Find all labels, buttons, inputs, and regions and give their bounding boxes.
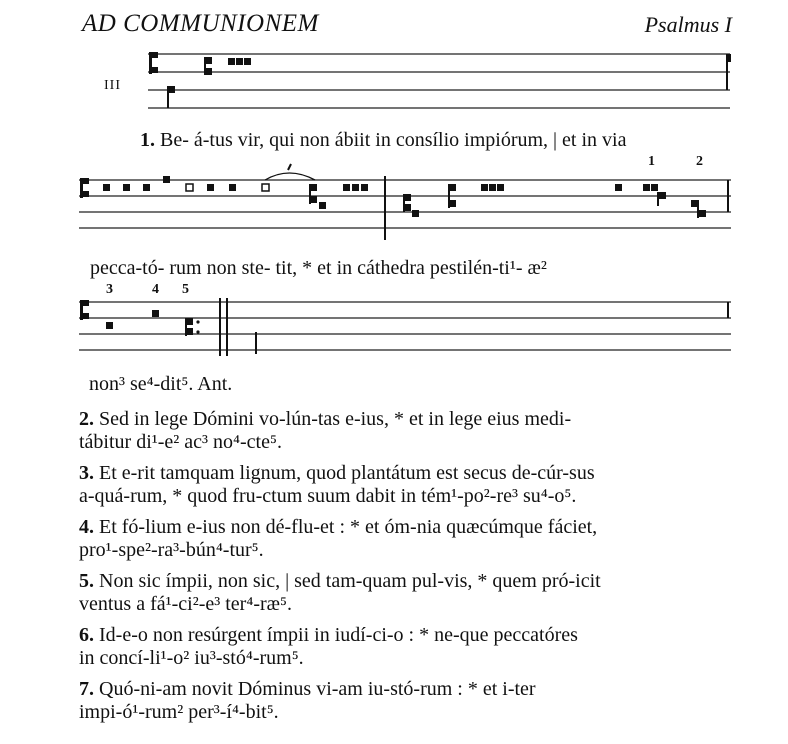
c-clef-icon	[80, 178, 89, 198]
verse-line: in concí-li¹-o² iu³-stó⁴-rum⁵.	[79, 647, 304, 669]
verse-line	[79, 516, 731, 539]
verse-line: tábitur di¹-e² ac³ no⁴-cte⁵.	[79, 431, 282, 453]
c-clef-icon	[149, 52, 158, 74]
verse-number: 3.	[79, 462, 94, 484]
verse-number: 6.	[79, 624, 94, 646]
staff-line-2	[79, 176, 733, 242]
cadence-mark: 3	[106, 282, 113, 297]
verse-line	[79, 678, 731, 701]
staff-line-3	[79, 298, 733, 360]
psalm-verses	[79, 408, 731, 732]
cadence-mark: 1	[648, 154, 655, 169]
cadence-mark: 4	[152, 282, 159, 297]
verse-line	[79, 408, 731, 431]
verse-number: 2.	[79, 408, 94, 430]
verse-4	[79, 516, 731, 562]
cadence-mark: 2	[696, 154, 703, 169]
verse-number: 4.	[79, 516, 94, 538]
verse-3	[79, 462, 731, 508]
verse-line: ventus a fá¹-ci²-e³ ter⁴-ræ⁵.	[79, 593, 292, 615]
verse-2	[79, 408, 731, 454]
verse-text: Quó-ni-am novit Dóminus vi-am iu-stó-rum : * et i-ter	[99, 678, 536, 700]
verse-number: 7.	[79, 678, 94, 700]
mode-label: III	[104, 78, 121, 93]
staff-intonation	[148, 48, 732, 118]
verse-5	[79, 570, 731, 616]
verse-text: Non sic ímpii, non sic, | sed tam-quam pul-vis, * quem pró-icit	[99, 570, 601, 592]
verse-line: pro¹-spe²-ra³-bún⁴-tur⁵.	[79, 539, 264, 561]
c-clef-icon	[80, 300, 89, 320]
verse-line	[79, 624, 731, 647]
psalm-label: Psalmus I	[644, 12, 732, 37]
cadence-mark: 5	[182, 282, 189, 297]
verse-6	[79, 624, 731, 670]
verse-text: Id-e-o non resúrgent ímpii in iudí-ci-o : * ne-que peccatóres	[99, 624, 578, 646]
verse-line: impi-ó¹-rum² per³-í⁴-bit⁵.	[79, 701, 279, 723]
verse-line: a-quá-rum, * quod fru-ctum suum dabit in tém¹-po²-re³ su⁴-o⁵.	[79, 485, 577, 507]
verse-text: Et fó-lium e-ius non dé-flu-et : * et óm-nia quæcúmque fáciet,	[99, 516, 598, 538]
verse-7	[79, 678, 731, 724]
verse-text: Sed in lege Dómini vo-lún-tas e-ius, * et in lege eius medi-	[99, 408, 572, 430]
verse-line	[79, 570, 731, 593]
verse-number: 5.	[79, 570, 94, 592]
verse-line	[79, 462, 731, 485]
chant-text-line1: Be- á-tus vir, qui non ábiit in consílio impiórum, | et in via	[160, 129, 627, 151]
verse-number: 1.	[140, 129, 155, 151]
verse-text: Et e-rit tamquam lignum, quod plantátum est secus de-cúr-sus	[99, 462, 595, 484]
chant-text-line3: non³ se⁴-dit⁵. Ant.	[89, 373, 233, 395]
section-title: AD COMMUNIONEM	[82, 10, 319, 37]
chant-text-line2: pecca-tó- rum non ste- tit, * et in cáthedra pestilén-ti¹- æ²	[90, 257, 547, 279]
